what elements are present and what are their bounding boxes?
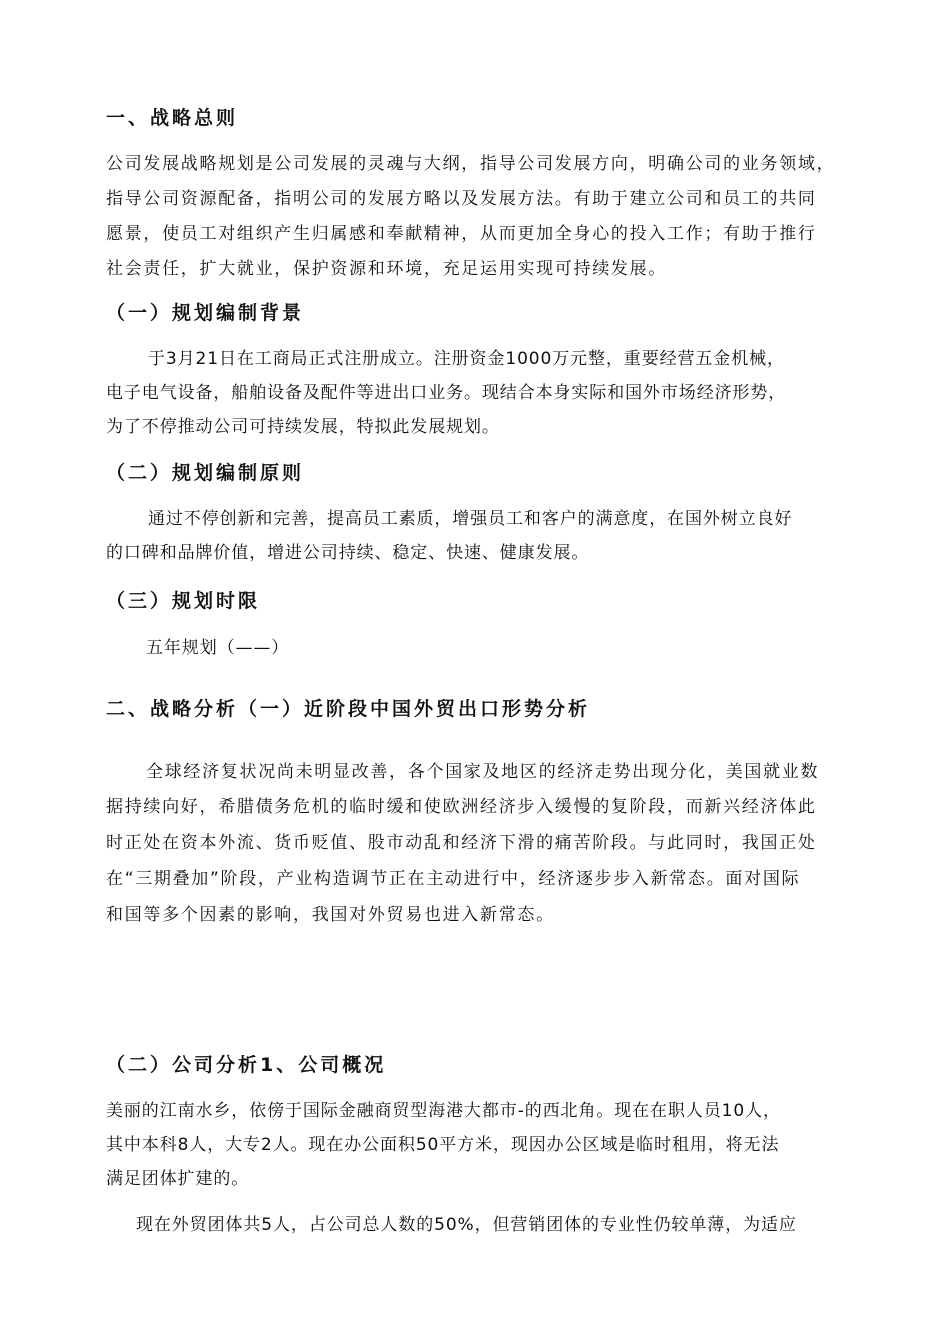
paragraph-line: 据持续向好，希腊债务危机的临时缓和使欧洲经济步入缓慢的复阶段，而新兴经济体此 <box>106 797 817 817</box>
paragraph-line: 公司发展战略规划是公司发展的灵魂与大纲，指导公司发展方向，明确公司的业务领域， <box>106 154 836 174</box>
paragraph-line: 愿景，使员工对组织产生归属感和奉献精神，从而更加全身心的投入工作；有助于推行 <box>106 224 817 244</box>
subheading-planning-background: （一）规划编制背景 <box>106 302 305 324</box>
subheading-planning-period: （三）规划时限 <box>106 590 261 612</box>
paragraph-line: 的口碑和品牌价值，增进公司持续、稳定、快速、健康发展。 <box>106 543 590 563</box>
paragraph-line: 全球经济复状况尚未明显改善，各个国家及地区的经济走势出现分化，美国就业数 <box>146 762 820 782</box>
paragraph-line: 和国等多个因素的影响，我国对外贸易也进入新常态。 <box>106 905 555 925</box>
paragraph-line: 电子电气设备，船舶设备及配件等进出口业务。现结合本身实际和国外市场经济形势， <box>106 383 787 403</box>
subheading-company-overview: （二）公司分析1、公司概况 <box>106 1054 387 1076</box>
paragraph-line: 现在外贸团体共5人，占公司总人数的50%，但营销团体的专业性仍较单薄，为适应 <box>136 1215 797 1235</box>
section-heading-strategy-analysis: 二、战略分析（一）近阶段中国外贸出口形势分析 <box>106 698 591 720</box>
paragraph-line: 其中本科8人，大专2人。现在办公面积50平方米，现因办公区域是临时租用，将无法 <box>106 1135 780 1155</box>
paragraph-line: 指导公司资源配备，指明公司的发展方略以及发展方法。有助于建立公司和员工的共同 <box>106 189 817 209</box>
paragraph-line: 社会责任，扩大就业，保护资源和环境，充足运用实现可持续发展。 <box>106 259 667 279</box>
paragraph-line: 满足团体扩建的。 <box>106 1169 250 1189</box>
subheading-planning-principles: （二）规划编制原则 <box>106 462 305 484</box>
paragraph-line: 为了不停推动公司可持续发展，特拟此发展规划。 <box>106 417 500 437</box>
paragraph-line: 美丽的江南水乡，依傍于国际金融商贸型海港大都市-的西北角。现在在职人员10人， <box>106 1101 781 1121</box>
section-heading-strategy-general: 一、战略总则 <box>106 107 239 129</box>
paragraph-line: 五年规划（——） <box>146 638 290 658</box>
paragraph-line: 于3月21日在工商局正式注册成立。注册资金1000万元整，重要经营五金机械， <box>148 349 785 369</box>
paragraph-line: 在“三期叠加”阶段，产业构造调节正在主动进行中，经济逐步步入新常态。面对国际 <box>106 869 801 889</box>
paragraph-line: 通过不停创新和完善，提高员工素质，增强员工和客户的满意度，在国外树立良好 <box>148 509 793 529</box>
paragraph-line: 时正处在资本外流、货币贬值、股市动乱和经济下滑的痛苦阶段。与此同时，我国正处 <box>106 833 817 853</box>
